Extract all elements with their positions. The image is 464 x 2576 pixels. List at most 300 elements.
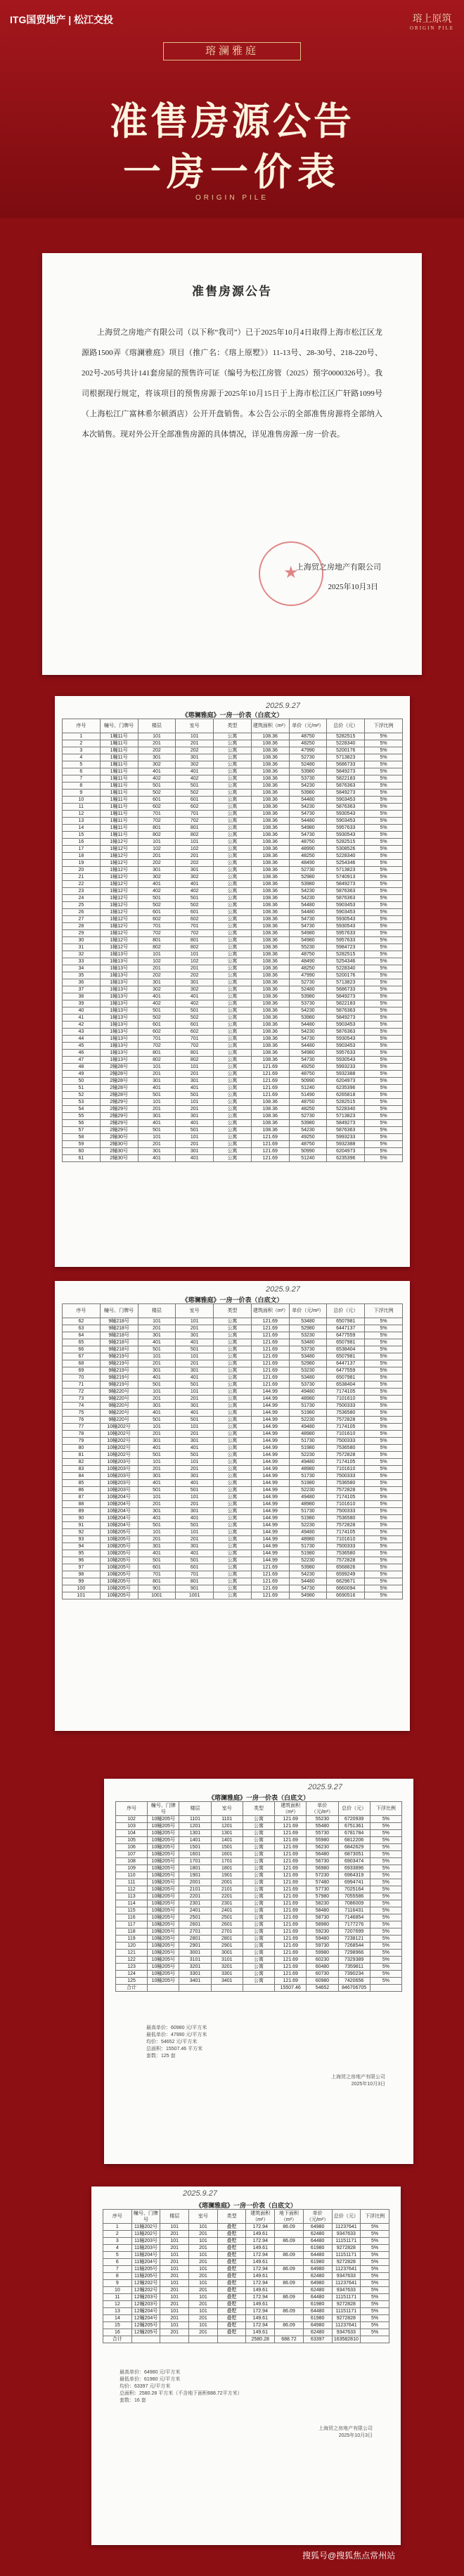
table-cell: 401 bbox=[138, 1085, 176, 1092]
table-cell: 53980 bbox=[289, 993, 327, 1000]
table-cell: 5% bbox=[365, 825, 403, 832]
table-cell: 31 bbox=[63, 944, 101, 951]
table-cell: 54480 bbox=[289, 1578, 327, 1585]
table-cell: 144.99 bbox=[251, 1501, 289, 1508]
table-cell: 3 bbox=[103, 2238, 132, 2245]
table-cell: 121.69 bbox=[275, 1830, 307, 1837]
column-header: 单价（元/m²） bbox=[307, 1802, 338, 1816]
table-cell: 5% bbox=[365, 1543, 403, 1550]
table-cell: 59 bbox=[63, 1141, 101, 1148]
table-cell: 501 bbox=[138, 1346, 176, 1353]
table-cell: 5% bbox=[365, 811, 403, 818]
table-cell: 公寓 bbox=[214, 888, 252, 895]
table-cell: 144.99 bbox=[251, 1557, 289, 1564]
table-cell: 401 bbox=[138, 1155, 176, 1162]
table-cell: 60 bbox=[63, 1148, 101, 1155]
table-cell: 5822183 bbox=[327, 775, 365, 783]
table-cell: 10幢205号 bbox=[148, 1921, 179, 1928]
table-cell: 10幢205号 bbox=[148, 1886, 179, 1893]
table-cell: 51980 bbox=[289, 1550, 327, 1557]
table-cell: 7500333 bbox=[327, 1508, 365, 1515]
table-cell: 1幢11号 bbox=[100, 804, 138, 811]
table-cell: 10幢205号 bbox=[148, 1971, 179, 1978]
table-cell: 9272828 bbox=[332, 2301, 361, 2308]
table-row bbox=[63, 1550, 403, 1557]
table-cell: 101 bbox=[176, 1424, 214, 1431]
table-cell: 602 bbox=[138, 804, 176, 811]
table-row bbox=[63, 804, 403, 811]
table-cell: 12幢204号 bbox=[131, 2308, 160, 2315]
table-cell: 5% bbox=[365, 1417, 403, 1424]
table-cell: 5% bbox=[370, 1851, 401, 1858]
column-header: 总价（元） bbox=[327, 719, 365, 733]
table-cell: 10幢205号 bbox=[148, 1964, 179, 1971]
table-cell: 602 bbox=[176, 804, 214, 811]
table-cell: 101 bbox=[176, 1353, 214, 1360]
table-row bbox=[63, 1374, 403, 1382]
table-cell: 5282515 bbox=[327, 733, 365, 740]
table-cell: 1幢12号 bbox=[100, 902, 138, 909]
table-cell: 101 bbox=[189, 2294, 218, 2301]
table-cell: 5228340 bbox=[327, 853, 365, 860]
table-cell: 201 bbox=[160, 2273, 189, 2280]
table-cell: 1401 bbox=[211, 1837, 243, 1844]
table-cell: 401 bbox=[176, 1445, 214, 1452]
table-row bbox=[63, 1134, 403, 1141]
table-cell: 402 bbox=[138, 1000, 176, 1007]
table-cell: 601 bbox=[176, 1022, 214, 1029]
table-cell: 801 bbox=[138, 937, 176, 944]
table-cell: 401 bbox=[138, 1445, 176, 1452]
table-cell: 合计 bbox=[116, 1985, 148, 1992]
price-sheet-3 bbox=[104, 1779, 413, 2164]
table-cell: 1601 bbox=[211, 1851, 243, 1858]
table-cell: 86.09 bbox=[275, 2322, 304, 2329]
table-cell: 1幢13号 bbox=[100, 1043, 138, 1050]
table-cell bbox=[370, 1985, 401, 1992]
table-cell: 37 bbox=[63, 986, 101, 993]
table-cell: 7572828 bbox=[327, 1557, 365, 1564]
table-cell: 5% bbox=[365, 790, 403, 797]
table-row bbox=[63, 1022, 403, 1029]
table-cell: 5282515 bbox=[327, 951, 365, 958]
table-cell: 5932388 bbox=[327, 1071, 365, 1078]
table-cell: 公寓 bbox=[243, 1964, 274, 1971]
table-cell: 5% bbox=[365, 958, 403, 965]
table-cell: 601 bbox=[176, 1564, 214, 1571]
table-cell: 53730 bbox=[289, 1382, 327, 1389]
table-cell: 5% bbox=[361, 2224, 389, 2231]
table-cell: 1501 bbox=[211, 1844, 243, 1851]
table-cell: 121.69 bbox=[275, 1858, 307, 1865]
table-cell: 121.69 bbox=[251, 1325, 289, 1332]
table-cell: 23 bbox=[63, 888, 101, 895]
table-cell: 201 bbox=[138, 1396, 176, 1403]
table-cell: 48980 bbox=[289, 1431, 327, 1438]
table-cell: 79 bbox=[63, 1438, 101, 1445]
table-cell: 201 bbox=[176, 965, 214, 972]
table-cell: 1幢13号 bbox=[100, 951, 138, 958]
table-cell: 201 bbox=[176, 1141, 214, 1148]
table-cell: 101 bbox=[160, 2252, 189, 2259]
column-header: 下浮比例 bbox=[365, 719, 403, 733]
table-row bbox=[63, 1071, 403, 1078]
table-cell: 51240 bbox=[289, 1155, 327, 1162]
table-cell: 102 bbox=[116, 1816, 148, 1823]
table-row bbox=[63, 1367, 403, 1374]
table-cell: 公寓 bbox=[214, 832, 252, 839]
table-cell: 602 bbox=[176, 916, 214, 923]
table-cell: 5% bbox=[365, 986, 403, 993]
table-cell: 1001 bbox=[176, 1592, 214, 1599]
table-cell: 1幢12号 bbox=[100, 881, 138, 888]
table-cell: 6 bbox=[63, 768, 101, 775]
table-cell: 54730 bbox=[289, 1036, 327, 1043]
table-cell: 29 bbox=[63, 930, 101, 937]
table-cell: 5% bbox=[365, 761, 403, 768]
table-row bbox=[116, 1865, 402, 1872]
table-cell: 10幢205号 bbox=[148, 1928, 179, 1936]
table-cell: 5% bbox=[370, 1858, 401, 1865]
table-cell: 2幢30号 bbox=[100, 1148, 138, 1155]
table-cell: 64980 bbox=[303, 2224, 332, 2231]
table-cell: 5903453 bbox=[327, 909, 365, 916]
table-cell bbox=[211, 1985, 243, 1992]
table-cell bbox=[131, 2336, 160, 2343]
table-cell: 1幢11号 bbox=[100, 747, 138, 754]
table-cell: 叠墅 bbox=[217, 2322, 246, 2329]
table-cell: 1幢11号 bbox=[100, 768, 138, 775]
table-cell: 58730 bbox=[307, 1914, 338, 1921]
table-cell: 55 bbox=[63, 1113, 101, 1120]
table-cell: 5% bbox=[370, 1879, 401, 1886]
table-row bbox=[116, 1886, 402, 1893]
table-cell: 1幢13号 bbox=[100, 986, 138, 993]
table-cell: 6812206 bbox=[338, 1837, 370, 1844]
table-cell: 48750 bbox=[289, 951, 327, 958]
table-cell: 78 bbox=[63, 1431, 101, 1438]
table-cell: 121.69 bbox=[251, 1332, 289, 1339]
table-cell: 54230 bbox=[289, 804, 327, 811]
table-cell: 10幢202号 bbox=[100, 1424, 138, 1431]
table-cell: 公寓 bbox=[214, 1473, 252, 1480]
table-cell: 32 bbox=[63, 951, 101, 958]
table-row bbox=[63, 747, 403, 754]
table-cell: 公寓 bbox=[214, 1015, 252, 1022]
table-cell: 301 bbox=[138, 1367, 176, 1374]
table-cell: 301 bbox=[176, 1113, 214, 1120]
table-cell: 501 bbox=[138, 895, 176, 902]
table-cell: 1幢13号 bbox=[100, 958, 138, 965]
table-row bbox=[103, 2245, 389, 2252]
table-cell bbox=[361, 2336, 389, 2343]
table-cell: 121.69 bbox=[251, 1592, 289, 1599]
table-cell: 5% bbox=[365, 930, 403, 937]
table-cell: 121.69 bbox=[251, 1367, 289, 1374]
column-header: 幢号、门牌号 bbox=[148, 1802, 179, 1816]
table-cell: 1幢12号 bbox=[100, 930, 138, 937]
table-cell: 19 bbox=[63, 860, 101, 867]
table-cell: 2幢30号 bbox=[100, 1155, 138, 1162]
table-row bbox=[103, 2287, 389, 2294]
table-row bbox=[63, 1564, 403, 1571]
table-cell: 5% bbox=[361, 2238, 389, 2245]
table-cell: 1201 bbox=[211, 1823, 243, 1830]
table-cell: 公寓 bbox=[214, 1417, 252, 1424]
table-cell: 公寓 bbox=[214, 1057, 252, 1064]
table-cell bbox=[275, 2329, 304, 2336]
table-cell: 公寓 bbox=[214, 1515, 252, 1522]
table-cell: 101 bbox=[138, 1353, 176, 1360]
table-cell: 12幢204号 bbox=[131, 2315, 160, 2322]
table-row bbox=[63, 888, 403, 895]
table-cell: 6507981 bbox=[327, 1374, 365, 1382]
table-cell: 公寓 bbox=[214, 1374, 252, 1382]
table-cell: 64980 bbox=[303, 2266, 332, 2273]
table-cell: 5% bbox=[365, 1127, 403, 1134]
table-cell: 公寓 bbox=[214, 1064, 252, 1071]
table-cell bbox=[275, 2301, 304, 2308]
table-row bbox=[116, 1830, 402, 1837]
table-row bbox=[116, 1816, 402, 1823]
table-cell: 10幢205号 bbox=[100, 1592, 138, 1599]
table-cell: 5993233 bbox=[327, 1064, 365, 1071]
table-cell: 301 bbox=[176, 1148, 214, 1155]
table-cell: 5% bbox=[361, 2266, 389, 2273]
table-cell: 9 bbox=[63, 790, 101, 797]
table-cell: 53 bbox=[63, 1099, 101, 1106]
table-row bbox=[63, 1106, 403, 1113]
table-cell: 10幢204号 bbox=[100, 1501, 138, 1508]
table-cell: 公寓 bbox=[214, 1459, 252, 1466]
table-cell: 5% bbox=[365, 1332, 403, 1339]
table-row bbox=[63, 1064, 403, 1071]
table-cell: 49480 bbox=[289, 1494, 327, 1501]
table-cell: 10 bbox=[103, 2287, 132, 2294]
table-cell: 49480 bbox=[289, 1459, 327, 1466]
table-cell: 10 bbox=[63, 797, 101, 804]
table-row bbox=[63, 846, 403, 853]
table-cell: 401 bbox=[176, 768, 214, 775]
table-cell: 65 bbox=[63, 1339, 101, 1346]
table-cell: 1幢12号 bbox=[100, 874, 138, 881]
table-cell: 7055586 bbox=[338, 1893, 370, 1900]
table-cell: 7 bbox=[63, 775, 101, 783]
table-cell: 201 bbox=[176, 1536, 214, 1543]
table-cell: 108.36 bbox=[251, 1057, 289, 1064]
table-cell: 3301 bbox=[179, 1971, 211, 1978]
table-cell: 5% bbox=[365, 1592, 403, 1599]
table-row bbox=[63, 1452, 403, 1459]
table-cell: 公寓 bbox=[214, 1543, 252, 1550]
table-cell: 122 bbox=[116, 1957, 148, 1964]
table-cell: 108.36 bbox=[251, 923, 289, 930]
notice-sheet bbox=[42, 253, 422, 675]
table-cell: 301 bbox=[176, 754, 214, 761]
table-cell: 1幢13号 bbox=[100, 972, 138, 979]
column-header: 下浮比例 bbox=[361, 2210, 389, 2224]
table-row bbox=[63, 1029, 403, 1036]
notice-body: 上海贸之房地产有限公司（以下称“我司”）已于2025年10月4日取得上海市松江区龙源路1500弄《瑢澜雅庭》项目（推广名：《瑢上原墅》）11-13号、28-30号、218-220号、202号-205号共计141套房屋的预售许可证（编号为松江房管（2025）预字0000326号）。我司根据现行规定，将该项目的预售房源于2025年10月15日于上海市松江区广轩路1099号（上海松江广富林希尔顿酒店）公开开盘销售。本公告公示的全部准售房源将全部纳入本次销售。现对外公开全部准售房源的具体情况，详见准售房源一房一价表。 bbox=[82, 328, 382, 439]
table-cell: 公寓 bbox=[243, 1957, 274, 1964]
table-cell: 5% bbox=[370, 1823, 401, 1830]
table-cell: 108.36 bbox=[251, 965, 289, 972]
table-row bbox=[63, 1346, 403, 1353]
table-cell: 64480 bbox=[303, 2294, 332, 2301]
table-row bbox=[103, 2266, 389, 2273]
table-cell: 1901 bbox=[179, 1872, 211, 1879]
table-row bbox=[116, 1837, 402, 1844]
table-cell: 6933896 bbox=[338, 1865, 370, 1872]
table-cell: 121.69 bbox=[251, 1571, 289, 1578]
table-caption: 《瑢澜雅庭》一房一价表（白底文） bbox=[181, 1296, 283, 1303]
table-cell: 10幢205号 bbox=[148, 1872, 179, 1879]
table-cell: 201 bbox=[189, 2301, 218, 2308]
table-cell: 5903453 bbox=[327, 797, 365, 804]
table-cell: 802 bbox=[138, 832, 176, 839]
table-cell: 5% bbox=[361, 2245, 389, 2252]
table-cell: 公寓 bbox=[214, 1564, 252, 1571]
table-cell: 10幢205号 bbox=[148, 1914, 179, 1921]
table-cell: 149.61 bbox=[246, 2259, 275, 2266]
table-cell: 公寓 bbox=[214, 825, 252, 832]
table-cell: 3 bbox=[63, 747, 101, 754]
table-cell: 7207699 bbox=[338, 1928, 370, 1936]
table-row bbox=[63, 1389, 403, 1396]
table-cell: 115 bbox=[116, 1907, 148, 1914]
table-cell: 公寓 bbox=[243, 1907, 274, 1914]
table-cell: 144.99 bbox=[251, 1529, 289, 1536]
table-cell: 70 bbox=[63, 1374, 101, 1382]
table-cell: 501 bbox=[176, 1382, 214, 1389]
table-cell: 10幢205号 bbox=[100, 1536, 138, 1543]
table-cell bbox=[275, 2231, 304, 2238]
table-cell: 101 bbox=[138, 1389, 176, 1396]
table-cell: 108.36 bbox=[251, 986, 289, 993]
table-cell: 121.69 bbox=[275, 1936, 307, 1943]
table-cell: 7238121 bbox=[338, 1936, 370, 1943]
table-row bbox=[63, 1578, 403, 1585]
table-cell: 7101610 bbox=[327, 1396, 365, 1403]
table-cell: 501 bbox=[176, 895, 214, 902]
table-cell: 701 bbox=[176, 923, 214, 930]
table-cell: 54980 bbox=[289, 825, 327, 832]
table-cell: 101 bbox=[176, 1318, 214, 1325]
table-cell: 1幢11号 bbox=[100, 783, 138, 790]
table-cell: 公寓 bbox=[214, 839, 252, 846]
table-cell: 叠墅 bbox=[217, 2308, 246, 2315]
stat-line: 均价：63397 元/平方米 bbox=[120, 2384, 171, 2389]
table-cell: 5% bbox=[365, 846, 403, 853]
table-row bbox=[63, 811, 403, 818]
table-cell: 301 bbox=[176, 1543, 214, 1550]
table-cell: 108.36 bbox=[251, 832, 289, 839]
table-cell: 501 bbox=[176, 1007, 214, 1015]
table-cell: 501 bbox=[138, 1417, 176, 1424]
table-cell: 5930543 bbox=[327, 832, 365, 839]
table-cell: 108.36 bbox=[251, 951, 289, 958]
table-cell: 1幢11号 bbox=[100, 761, 138, 768]
table-cell: 58980 bbox=[307, 1921, 338, 1928]
table-row bbox=[63, 1536, 403, 1543]
table-cell: 301 bbox=[176, 1367, 214, 1374]
table-cell: 57 bbox=[63, 1127, 101, 1134]
table-row bbox=[63, 916, 403, 923]
table-row bbox=[63, 1515, 403, 1522]
table-row bbox=[116, 1907, 402, 1914]
table-cell: 54980 bbox=[289, 930, 327, 937]
table-cell: 5% bbox=[365, 1480, 403, 1487]
table-cell: 30 bbox=[63, 937, 101, 944]
table-cell: 48 bbox=[63, 1064, 101, 1071]
table-cell: 82 bbox=[63, 1459, 101, 1466]
table-cell: 1幢13号 bbox=[100, 1050, 138, 1057]
table-cell: 101 bbox=[176, 1064, 214, 1071]
table-cell: 51240 bbox=[289, 1085, 327, 1092]
table-cell: 53480 bbox=[289, 1374, 327, 1382]
table-cell: 149.61 bbox=[246, 2315, 275, 2322]
table-cell: 4 bbox=[103, 2245, 132, 2252]
table-cell: 6964319 bbox=[338, 1872, 370, 1879]
table-cell: 5% bbox=[365, 1557, 403, 1564]
table-cell: 2301 bbox=[179, 1900, 211, 1907]
table-cell: 48250 bbox=[289, 965, 327, 972]
table-cell: 公寓 bbox=[214, 1022, 252, 1029]
table-cell: 61980 bbox=[303, 2301, 332, 2308]
table-cell: 121.69 bbox=[251, 1085, 289, 1092]
table-cell: 100 bbox=[63, 1585, 101, 1592]
table-cell: 108.36 bbox=[251, 944, 289, 951]
table-cell: 101 bbox=[189, 2238, 218, 2245]
table-cell: 5200176 bbox=[327, 747, 365, 754]
table-cell: 47 bbox=[63, 1057, 101, 1064]
table-cell: 201 bbox=[160, 2287, 189, 2294]
table-cell: 叠墅 bbox=[217, 2301, 246, 2308]
table-cell: 11幢205号 bbox=[131, 2273, 160, 2280]
table-cell: 5% bbox=[365, 1452, 403, 1459]
itg-logo: ITG国贸地产 | 松江交投 bbox=[10, 14, 114, 25]
table-cell: 144.99 bbox=[251, 1424, 289, 1431]
table-cell: 5200176 bbox=[327, 972, 365, 979]
table-cell: 51980 bbox=[289, 1410, 327, 1417]
table-row bbox=[63, 1382, 403, 1389]
table-cell: 2幢29号 bbox=[100, 1120, 138, 1127]
table-row bbox=[63, 1015, 403, 1022]
table-cell: 144.99 bbox=[251, 1452, 289, 1459]
table-cell: 90 bbox=[63, 1515, 101, 1522]
table-cell: 5993233 bbox=[327, 1134, 365, 1141]
table-cell: 2580.28 bbox=[246, 2336, 275, 2343]
table-cell: 9幢220号 bbox=[100, 1417, 138, 1424]
table-cell: 53980 bbox=[289, 768, 327, 775]
table-row bbox=[116, 1851, 402, 1858]
table-cell: 108.36 bbox=[251, 1113, 289, 1120]
table-cell: 公寓 bbox=[214, 775, 252, 783]
table-cell: 42 bbox=[63, 1022, 101, 1029]
table-cell: 5932388 bbox=[327, 1141, 365, 1148]
table-cell: 64480 bbox=[303, 2238, 332, 2245]
table-cell: 叠墅 bbox=[217, 2252, 246, 2259]
table-cell: 702 bbox=[138, 930, 176, 937]
table-cell: 52230 bbox=[289, 1452, 327, 1459]
table-cell: 501 bbox=[138, 1007, 176, 1015]
table-cell: 39 bbox=[63, 1000, 101, 1007]
table-cell: 9幢220号 bbox=[100, 1403, 138, 1410]
price-sheet-1 bbox=[55, 696, 410, 1267]
table-cell: 84 bbox=[63, 1473, 101, 1480]
table-row bbox=[63, 1099, 403, 1106]
table-cell: 502 bbox=[138, 902, 176, 909]
